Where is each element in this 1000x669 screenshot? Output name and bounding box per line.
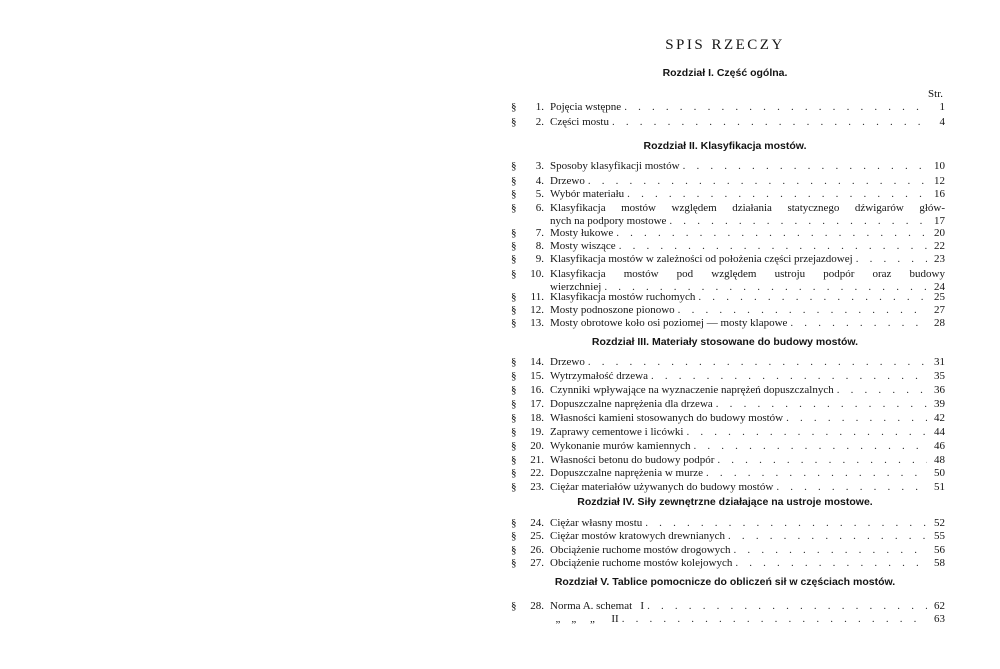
page-number: 44 <box>934 426 945 438</box>
dot-leader <box>612 116 927 129</box>
page-number: 16 <box>934 188 945 200</box>
page-number: 27 <box>934 304 945 316</box>
dot-leader <box>717 454 927 467</box>
section-sign: § <box>511 600 517 612</box>
entry-title: Zaprawy cementowe i licówki <box>550 426 684 438</box>
page-number: 31 <box>934 356 945 368</box>
section-sign: § <box>511 240 517 252</box>
entry-title: Drzewo <box>550 356 585 368</box>
page-number: 22 <box>934 240 945 252</box>
entry-title: Czynniki wpływające na wyznaczenie naprężeń dopuszczalnych <box>550 384 834 396</box>
page-number: 1 <box>939 101 945 113</box>
page-number: 4 <box>939 116 945 128</box>
page-number: 35 <box>934 370 945 382</box>
entry-number: 22. <box>530 467 544 479</box>
entry-number: 6. <box>535 202 544 214</box>
entry-title: Mosty obrotowe koło osi poziomej — mosty klapowe <box>550 317 788 329</box>
dot-leader <box>856 253 927 266</box>
entry-title: Ciężar mostów kratowych drewnianych <box>550 530 726 542</box>
toc-page <box>505 0 945 669</box>
section-sign: § <box>511 253 517 265</box>
section-sign: § <box>511 188 517 200</box>
entry-title: Obciążenie ruchome mostów kolejowych <box>550 557 733 569</box>
page-number: 42 <box>934 412 945 424</box>
entry-title: Mosty wiszące <box>550 240 616 252</box>
section-sign: § <box>511 481 517 493</box>
dot-leader <box>624 101 927 114</box>
page-number: 28 <box>934 317 945 329</box>
page-number: 24 <box>934 281 945 293</box>
entry-title: Klasyfikacja mostów ruchomych <box>550 291 696 303</box>
entry-number: 21. <box>530 454 544 466</box>
page-title: SPIS RZECZY <box>665 37 785 53</box>
dot-leader <box>728 530 927 543</box>
entry-number: 5. <box>535 188 544 200</box>
entry-number: 15. <box>530 370 544 382</box>
page-number: 58 <box>934 557 945 569</box>
entry-title-line: Klasyfikacja mostów pod względem ustroju podpór oraz budowy <box>550 268 945 280</box>
dot-leader <box>683 160 927 173</box>
entry-title: Pojęcia wstępne <box>550 101 622 113</box>
section-sign: § <box>511 116 517 128</box>
dot-leader <box>706 467 927 480</box>
entry-number: 1. <box>535 101 544 113</box>
entry-title: Klasyfikacja mostów w zależności od położenia części przejazdowej <box>550 253 853 265</box>
dot-leader <box>678 304 927 317</box>
page-number: 39 <box>934 398 945 410</box>
entry-title: Sposoby klasyfikacji mostów <box>550 160 680 172</box>
dot-leader <box>735 557 927 570</box>
section-sign: § <box>511 291 517 303</box>
entry-title: Wykonanie murów kamiennych <box>550 440 691 452</box>
page-number: 50 <box>934 467 945 479</box>
entry-number: 14. <box>530 356 544 368</box>
page-number: 56 <box>934 544 945 556</box>
entry-title: Obciążenie ruchome mostów drogowych <box>550 544 731 556</box>
page-number: 23 <box>934 253 945 265</box>
entry-number: 2. <box>535 116 544 128</box>
dot-leader <box>786 412 927 425</box>
dot-leader <box>837 384 927 397</box>
section-sign: § <box>511 268 517 280</box>
section-sign: § <box>511 202 517 214</box>
entry-title: Własności kamieni stosowanych do budowy mostów <box>550 412 784 424</box>
page-number: 46 <box>934 440 945 452</box>
entry-title: Dopuszczalne naprężenia dla drzewa <box>550 398 713 410</box>
page-number: 55 <box>934 530 945 542</box>
dot-leader <box>716 398 927 411</box>
entry-title: Własności betonu do budowy podpór <box>550 454 715 466</box>
entry-number: 24. <box>530 517 544 529</box>
dot-leader <box>686 426 927 439</box>
dot-leader <box>622 613 927 626</box>
page-number: 62 <box>934 600 945 612</box>
section-sign: § <box>511 160 517 172</box>
section-sign: § <box>511 384 517 396</box>
page-column-label: Str. <box>928 88 943 100</box>
dot-leader <box>627 188 927 201</box>
section-sign: § <box>511 227 517 239</box>
entry-title: Norma A. schemat I <box>550 600 645 612</box>
page-number: 25 <box>934 291 945 303</box>
entry-number: 25. <box>530 530 544 542</box>
section-sign: § <box>511 426 517 438</box>
entry-number: 19. <box>530 426 544 438</box>
page-number: 52 <box>934 517 945 529</box>
section-sign: § <box>511 557 517 569</box>
section-sign: § <box>511 530 517 542</box>
entry-title: „ „ „ II <box>550 613 619 625</box>
entry-number: 12. <box>530 304 544 316</box>
entry-number: 28. <box>530 600 544 612</box>
entry-number: 13. <box>530 317 544 329</box>
entry-number: 23. <box>530 481 544 493</box>
section-sign: § <box>511 467 517 479</box>
section-sign: § <box>511 544 517 556</box>
entry-title: Mosty łukowe <box>550 227 614 239</box>
entry-title: Drzewo <box>550 175 585 187</box>
section-sign: § <box>511 304 517 316</box>
entry-number: 8. <box>535 240 544 252</box>
dot-leader <box>734 544 927 557</box>
section-sign: § <box>511 370 517 382</box>
section-sign: § <box>511 440 517 452</box>
entry-title: Wybór materiału <box>550 188 625 200</box>
entry-number: 26. <box>530 544 544 556</box>
chapter-heading: Rozdział II. Klasyfikacja mostów. <box>643 140 807 152</box>
entry-number: 3. <box>535 160 544 172</box>
page-number: 12 <box>934 175 945 187</box>
entry-number: 27. <box>530 557 544 569</box>
page-number: 63 <box>934 613 945 625</box>
entry-number: 4. <box>535 175 544 187</box>
entry-title: Części mostu <box>550 116 609 128</box>
page-number: 10 <box>934 160 945 172</box>
entry-title: Wytrzymałość drzewa <box>550 370 648 382</box>
entry-number: 18. <box>530 412 544 424</box>
entry-title-line: Klasyfikacja mostów względem działania statycznego dźwigarów głów- <box>550 202 945 214</box>
page-number: 20 <box>934 227 945 239</box>
section-sign: § <box>511 175 517 187</box>
dot-leader <box>651 370 927 383</box>
dot-leader <box>776 481 927 494</box>
page-number: 51 <box>934 481 945 493</box>
page-number: 36 <box>934 384 945 396</box>
entry-number: 20. <box>530 440 544 452</box>
chapter-heading: Rozdział I. Część ogólna. <box>662 67 788 79</box>
dot-leader <box>645 517 927 530</box>
dot-leader <box>588 175 927 188</box>
dot-leader <box>698 291 927 304</box>
entry-number: 16. <box>530 384 544 396</box>
entry-number: 7. <box>535 227 544 239</box>
entry-title: wierzchniej <box>550 281 602 293</box>
section-sign: § <box>511 412 517 424</box>
chapter-heading: Rozdział IV. Siły zewnętrzne działające na ustroje mostowe. <box>577 496 873 508</box>
section-sign: § <box>511 517 517 529</box>
entry-number: 9. <box>535 253 544 265</box>
chapter-heading: Rozdział III. Materiały stosowane do budowy mostów. <box>591 336 859 348</box>
section-sign: § <box>511 356 517 368</box>
chapter-heading: Rozdział V. Tablice pomocnicze do obliczeń sił w częściach mostów. <box>554 576 896 588</box>
entry-number: 11. <box>530 291 544 303</box>
dot-leader <box>616 227 927 240</box>
entry-number: 17. <box>530 398 544 410</box>
entry-title: Ciężar własny mostu <box>550 517 643 529</box>
entry-title: nych na podpory mostowe <box>550 215 667 227</box>
entry-number: 10. <box>530 268 544 280</box>
dot-leader <box>647 600 927 613</box>
entry-title: Ciężar materiałów używanych do budowy mostów <box>550 481 774 493</box>
dot-leader <box>693 440 927 453</box>
section-sign: § <box>511 454 517 466</box>
page-number: 17 <box>934 215 945 227</box>
section-sign: § <box>511 101 517 113</box>
section-sign: § <box>511 398 517 410</box>
section-sign: § <box>511 317 517 329</box>
dot-leader <box>790 317 927 330</box>
entry-title: Mosty podnoszone pionowo <box>550 304 675 316</box>
dot-leader <box>588 356 927 369</box>
entry-title: Dopuszczalne naprężenia w murze <box>550 467 704 479</box>
page-number: 48 <box>934 454 945 466</box>
dot-leader <box>619 240 927 253</box>
